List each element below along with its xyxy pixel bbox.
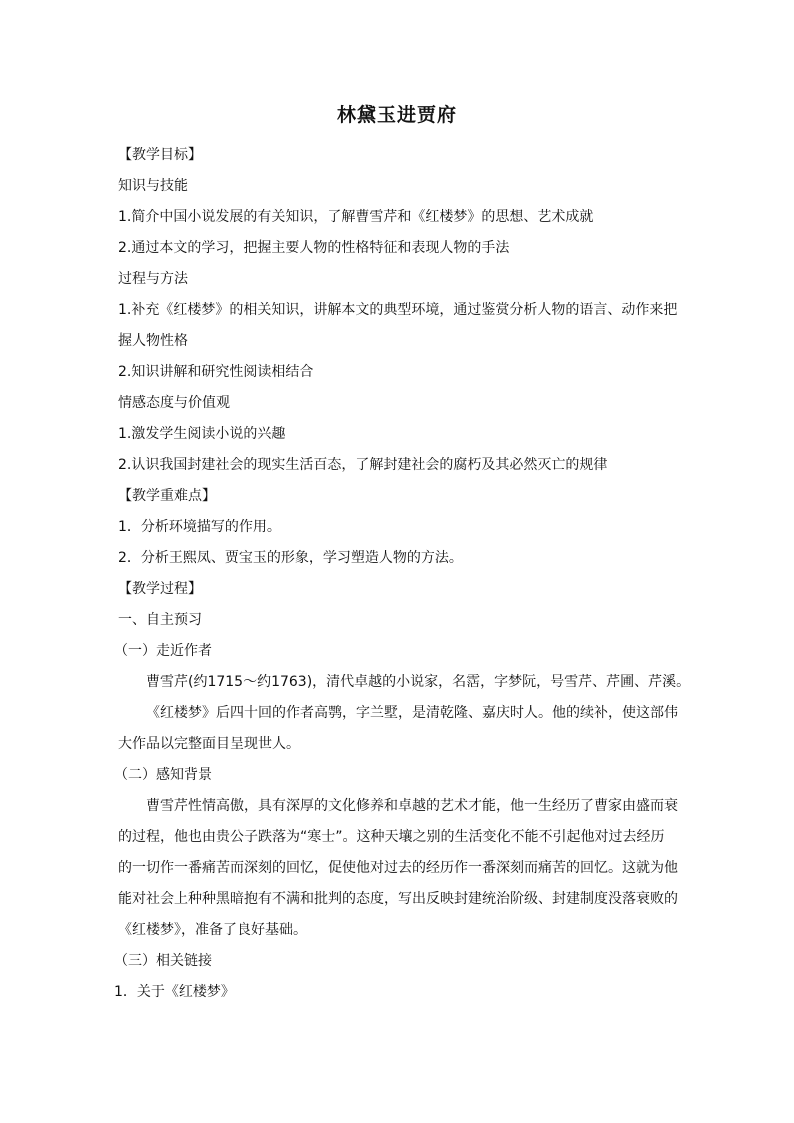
paragraph-line: 2.通过本文的学习，把握主要人物的性格特征和表现人物的手法 (118, 240, 510, 256)
paragraph-line: 1．关于《红楼梦》 (114, 984, 235, 1000)
subheading-process-methods: 过程与方法 (118, 271, 188, 287)
section-heading-key-points: 【教学重难点】 (118, 488, 216, 504)
paragraph-line: 的过程，他也由贵公子跌落为“寒士”。这种天壤之别的生活变化不能不引起他对过去经历 (118, 829, 665, 845)
paragraph-line: 曹雪芹性情高傲，具有深厚的文化修养和卓越的艺术才能，他一生经历了曹家由盛而衰 (146, 798, 678, 814)
paragraph-line: 1.激发学生阅读小说的兴趣 (118, 426, 286, 442)
subheading-self-preview: 一、自主预习 (118, 612, 202, 628)
subheading-author: （一）走近作者 (114, 643, 212, 659)
paragraph-line: 能对社会上种种黑暗抱有不满和批判的态度，写出反映封建统治阶级、封建制度没落衰败的 (118, 891, 678, 907)
paragraph-line: 握人物性格 (118, 333, 188, 349)
section-heading-process: 【教学过程】 (118, 581, 202, 597)
paragraph-line: 1.简介中国小说发展的有关知识，了解曹雪芹和《红楼梦》的思想、艺术成就 (118, 209, 594, 225)
paragraph-line: 2.知识讲解和研究性阅读相结合 (118, 364, 314, 380)
paragraph-line: 1.补充《红楼梦》的相关知识，讲解本文的典型环境，通过鉴赏分析人物的语言、动作来把 (118, 302, 678, 318)
paragraph-line: 1．分析环境描写的作用。 (118, 519, 281, 535)
subheading-background: （二）感知背景 (114, 767, 212, 783)
document-title: 林黛玉进贾府 (336, 104, 457, 126)
paragraph-line: 的一切作一番痛苦而深刻的回忆，促使他对过去的经历作一番深刻而痛苦的回忆。这就为他 (118, 860, 678, 876)
subheading-emotion-values: 情感态度与价值观 (118, 395, 230, 411)
paragraph-line: 曹雪芹(约1715～约1763)，清代卓越的小说家，名霑，字梦阮，号雪芹、芹圃、芹溪。 (146, 674, 691, 690)
paragraph-line: 大作品以完整面目呈现世人。 (118, 736, 300, 752)
subheading-links: （三）相关链接 (114, 953, 212, 969)
paragraph-line: 2.认识我国封建社会的现实生活百态，了解封建社会的腐朽及其必然灭亡的规律 (118, 457, 608, 473)
subheading-knowledge-skills: 知识与技能 (118, 178, 188, 194)
paragraph-line: 《红楼梦》，准备了良好基础。 (118, 922, 307, 938)
paragraph-line: 2．分析王熙凤、贾宝玉的形象，学习塑造人物的方法。 (118, 550, 463, 566)
section-heading-objectives: 【教学目标】 (118, 147, 202, 163)
paragraph-line: 《红楼梦》后四十回的作者高鹗，字兰墅，是清乾隆、嘉庆时人。他的续补，使这部伟 (146, 705, 678, 721)
